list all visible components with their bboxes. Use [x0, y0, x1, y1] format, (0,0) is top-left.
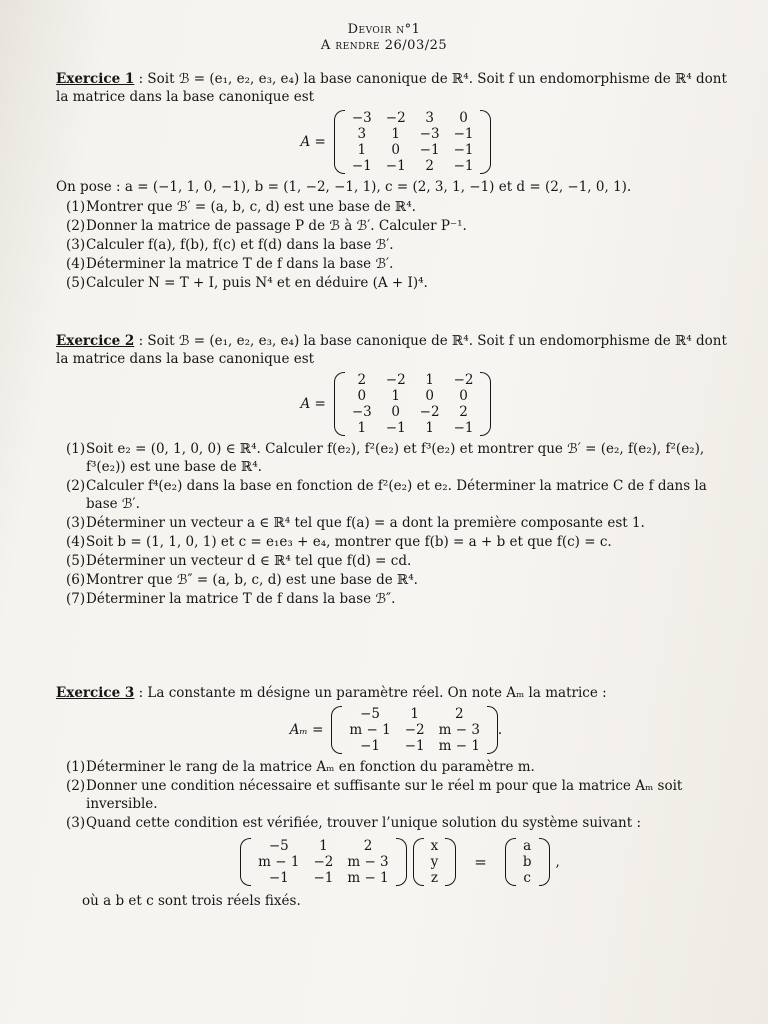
system-equals: =	[474, 853, 487, 871]
system-rhs-vector: a b c	[505, 838, 550, 886]
matrix-am-period: .	[497, 722, 503, 738]
exercise-3-questions	[56, 758, 736, 832]
list-item: (1) Montrer que ℬ′ = (a, b, c, d) est une base de ℝ⁴.	[66, 199, 416, 215]
exercise-3-intro-text: : La constante m désigne un paramètre réel. On note Aₘ la matrice :	[134, 685, 607, 701]
matrix-a2	[334, 372, 492, 436]
list-item: (4) Soit b = (1, 1, 0, 1) et c = e₁e₃ + e₄, montrer que f(b) = a + b et que f(c) = c.	[66, 534, 612, 550]
exercise-1-label: Exercice 1	[56, 71, 135, 87]
exercise-1	[56, 70, 736, 293]
linear-system	[56, 838, 736, 886]
matrix-a1	[334, 110, 492, 174]
exercise-1-intro	[56, 70, 736, 106]
exercise-3-footer: où a b et c sont trois réels fixés.	[82, 893, 301, 909]
system-vars-vector: x y z	[413, 838, 457, 886]
matrix-a1-table: −3 −2 3 0 3 1 −3 −1 1 0 −1 −1 −1 −1 2 −1	[351, 110, 474, 174]
header	[0, 22, 768, 54]
list-item: (7) Déterminer la matrice T de f dans la base ℬ″.	[66, 591, 396, 607]
list-item: (5) Calculer N = T + I, puis N⁴ et en déduire (A + I)⁴.	[66, 275, 428, 291]
list-item: (3) Calculer f(a), f(b), f(c) et f(d) dans la base ℬ′.	[66, 237, 394, 253]
matrix-am-block	[56, 706, 736, 754]
matrix-am-name: Aₘ =	[289, 722, 324, 738]
exercise-2-label: Exercice 2	[56, 333, 135, 349]
exercise-2-intro	[56, 332, 736, 368]
matrix-a1-name: A =	[300, 134, 326, 150]
list-item: (3) Quand cette condition est vérifiée, trouver l’unique solution du système suivant :	[66, 815, 642, 831]
matrix-a2-table: 2 −2 1 −2 0 1 0 0 −3 0 −2 2 1 −1 1 −1	[351, 372, 474, 436]
list-item: (5) Déterminer un vecteur d ∈ ℝ⁴ tel que f(d) = cd.	[66, 553, 412, 569]
matrix-a2-block	[56, 372, 736, 436]
list-item: (2) Donner la matrice de passage P de ℬ à ℬ′. Calculer P⁻¹.	[66, 218, 467, 234]
matrix-am	[331, 706, 498, 754]
list-item: (1) Soit e₂ = (0, 1, 0, 0) ∈ ℝ⁴. Calculer f(e₂), f²(e₂) et f³(e₂) et montrer que ℬ′ = (e₂, f(e₂), f²(e₂), f³(e₂)) est une base de ℝ⁴.	[66, 441, 705, 475]
exercise-3-intro	[56, 684, 736, 702]
exercise-1-questions	[56, 198, 736, 292]
system-comma: ,	[555, 854, 560, 870]
list-item: (3) Déterminer un vecteur a ∈ ℝ⁴ tel que f(a) = a dont la première composante est 1.	[66, 515, 645, 531]
list-item: (6) Montrer que ℬ″ = (a, b, c, d) est une base de ℝ⁴.	[66, 572, 418, 588]
page-subtitle: A rendre 26/03/25	[320, 38, 448, 53]
exercise-2-intro-text: : Soit ℬ = (e₁, e₂, e₃, e₄) la base canonique de ℝ⁴. Soit f un endomorphisme de ℝ⁴ dont la matrice dans la base canonique est	[56, 333, 727, 367]
page-title: Devoir n°1	[347, 22, 421, 37]
exercise-1-intro-text: : Soit ℬ = (e₁, e₂, e₃, e₄) la base canonique de ℝ⁴. Soit f un endomorphisme de ℝ⁴ dont la matrice dans la base canonique est	[56, 71, 727, 105]
matrix-a2-name: A =	[300, 396, 326, 412]
list-item: (4) Déterminer la matrice T de f dans la base ℬ′.	[66, 256, 394, 272]
system-matrix: −5 1 2 m − 1 −2 m − 3 −1 −1 m − 1	[240, 838, 407, 886]
exercise-2	[56, 332, 736, 609]
exercise-1-pose: On pose : a = (−1, 1, 0, −1), b = (1, −2, −1, 1), c = (2, 3, 1, −1) et d = (2, −1, 0, 1).	[56, 179, 632, 195]
exercise-3	[56, 684, 736, 910]
exercise-3-label: Exercice 3	[56, 685, 135, 701]
list-item: (2) Donner une condition nécessaire et suffisante sur le réel m pour que la matrice Aₘ soit inversible.	[66, 778, 683, 812]
list-item: (1) Déterminer le rang de la matrice Aₘ en fonction du paramètre m.	[66, 759, 535, 775]
matrix-a1-block	[56, 110, 736, 174]
list-item: (2) Calculer f⁴(e₂) dans la base en fonction de f²(e₂) et e₂. Déterminer la matrice C de f dans la base ℬ′.	[66, 478, 707, 512]
matrix-am-table: −5 1 2 m − 1 −2 m − 3 −1 −1 m − 1	[349, 706, 480, 754]
exercise-2-questions	[56, 440, 736, 608]
